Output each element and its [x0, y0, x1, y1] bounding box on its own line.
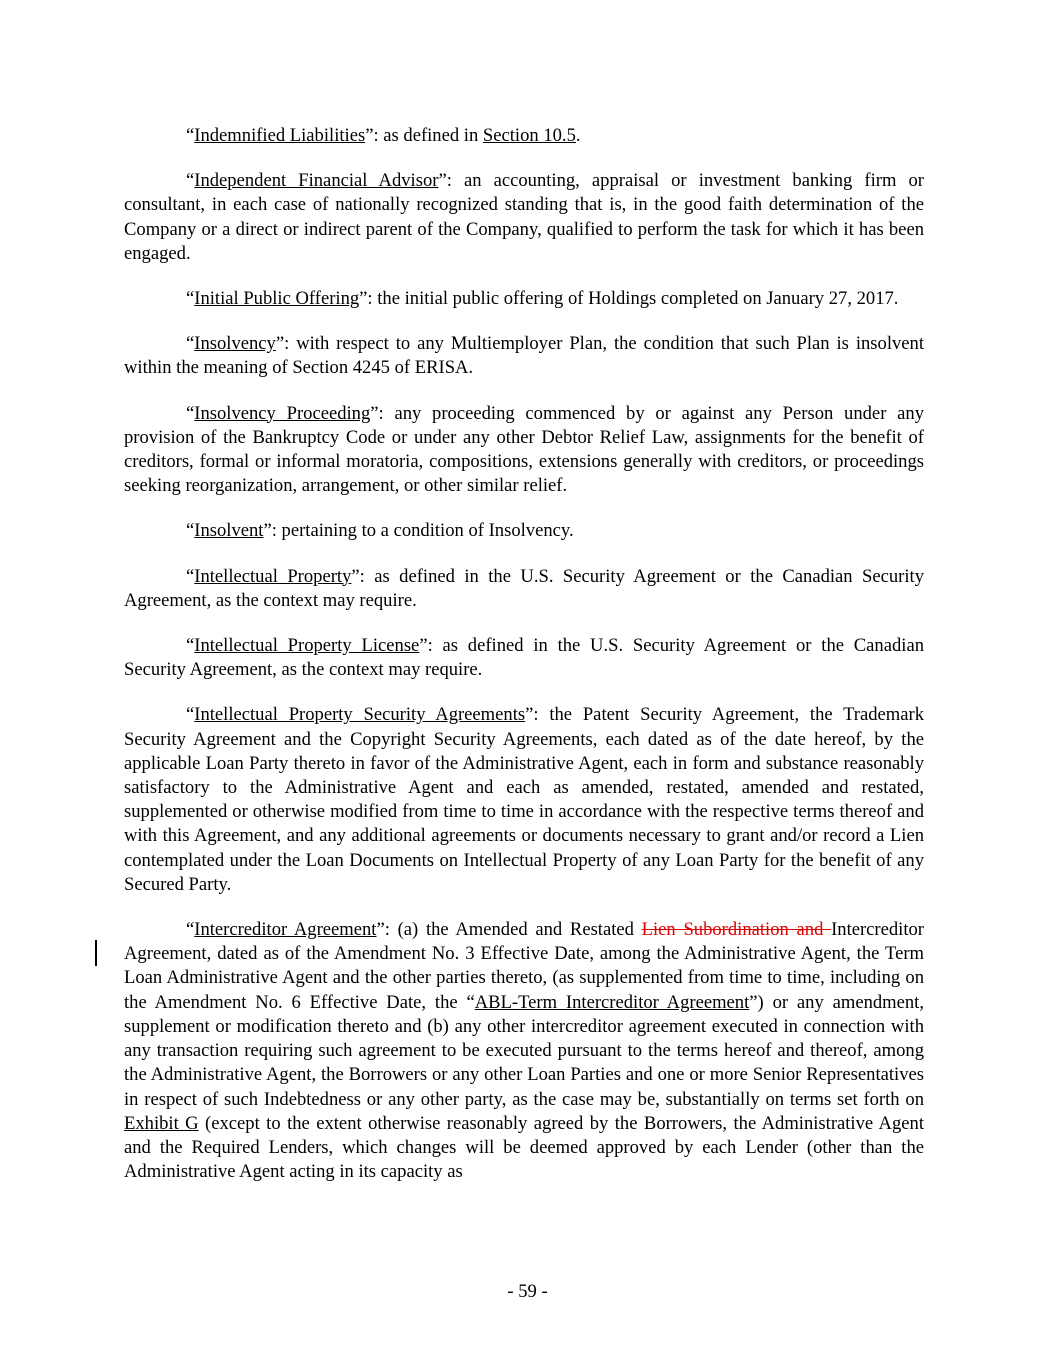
definition-text: as defined in the U.S. Security Agreement or the Canadian Security Agreement, as the context may require. — [124, 565, 925, 611]
deleted-text: Lien Subordination and — [641, 919, 832, 941]
definition-text: with respect to any Multiemployer Plan, the condition that such Plan is insolvent within the meaning of Section 4245 of ERISA. — [124, 333, 924, 379]
close-quote: ”: — [438, 170, 452, 192]
definition-intellectual-property-license — [124, 634, 924, 682]
definition-insolvency-proceeding — [124, 402, 924, 499]
defined-term: Intellectual Property License — [194, 635, 420, 657]
definition-text: pertaining to a condition of Insolvency. — [276, 520, 574, 542]
close-quote: ”: — [525, 704, 539, 726]
definition-text: the initial public offering of Holdings completed on January 27, 2017. — [372, 288, 899, 310]
defined-term: Insolvent — [194, 520, 264, 542]
open-quote: “ — [186, 704, 195, 726]
close-quote: ”: — [365, 125, 379, 146]
nested-defined-term: ABL-Term Intercreditor Agreement — [474, 991, 750, 1013]
definition-independent-financial-advisor — [124, 169, 924, 266]
open-quote: “ — [186, 635, 195, 657]
definition-text: (except to the extent otherwise reasonably agreed by the Borrowers, the Administrative Agent and the Required Lenders, which changes will be deemed approved by each Lender (other than the Administrative Agent acting in its capacity as — [124, 1112, 924, 1183]
definition-text: Intercreditor Agreement, dated as of the Amendment No. 3 Effective Date, among the Administrative Agent, the Term Loan Administrative Agent and the other parties thereto, (as supplemented from time to time, including on the Amendment No. 6 Effective Date, the “ — [124, 919, 924, 1013]
close-quote: ”: — [376, 919, 390, 941]
definition-text: the Patent Security Agreement, the Trademark Security Agreement and the Copyright Security Agreements, each dated as of the date hereof, by the applicable Loan Party thereto in favor of the Administrative Agent, each in form and substance reasonably satisfactory to the Administrative Agent and each as amended, restated, amended and restated, supplemented or otherwise modified from time to time in accordance with the respective terms thereof and with this Agreement, and any additional agreements or documents necessary to grant and/or record a Lien contemplated under the Loan Documents on Intellectual Property of any Loan Party for the benefit of any Secured Party. — [124, 704, 924, 895]
open-quote: “ — [186, 565, 195, 587]
close-quote: ”: — [370, 402, 384, 424]
open-quote: “ — [186, 919, 195, 941]
defined-term: Indemnified Liabilities — [194, 125, 366, 146]
defined-term: Intellectual Property Security Agreements — [194, 704, 526, 726]
open-quote: “ — [186, 125, 195, 146]
definition-intellectual-property — [124, 565, 924, 613]
defined-term: Intercreditor Agreement — [194, 919, 377, 941]
definition-initial-public-offering — [124, 287, 924, 311]
open-quote: “ — [186, 520, 195, 542]
definition-insolvent — [124, 519, 924, 543]
exhibit-reference: Exhibit G — [124, 1112, 199, 1134]
definition-text: ”) or any amendment, supplement or modification thereto and (b) any other intercreditor agreement executed in connection with any transaction requiring such agreement to be executed pursuant to the terms hereof and thereof, among the Administrative Agent, the Borrowers or any other Loan Parties and one or more Senior Representatives in respect of such Indebtedness or any other party, as the case may be, substantially on terms set forth on — [124, 991, 924, 1110]
defined-term: Initial Public Offering — [194, 288, 360, 310]
revision-change-bar — [95, 940, 97, 966]
definition-text-end: . — [575, 125, 581, 146]
defined-term: Intellectual Property — [194, 565, 352, 587]
close-quote: ”: — [275, 333, 290, 355]
close-quote: ”: — [263, 520, 277, 542]
close-quote: ”: — [419, 635, 433, 657]
defined-term: Insolvency Proceeding — [194, 402, 371, 424]
page-number: - 59 - — [507, 1281, 548, 1302]
close-quote: ”: — [351, 565, 365, 587]
open-quote: “ — [186, 288, 195, 310]
defined-term: Independent Financial Advisor — [194, 170, 439, 192]
definition-text: as defined in — [378, 125, 483, 146]
close-quote: ”: — [359, 288, 373, 310]
open-quote: “ — [186, 402, 195, 424]
definition-insolvency — [124, 332, 924, 380]
defined-term: Insolvency — [194, 333, 276, 355]
section-reference: Section 10.5 — [482, 125, 576, 146]
definition-text: (a) the Amended and Restated — [389, 919, 642, 941]
definition-text: an accounting, appraisal or investment banking firm or consultant, in each case of nationally recognized standing that is, in the good faith determination of the Company or a direct or indirect parent of the Company, qualified to perform the task for which it has been engaged. — [124, 170, 924, 264]
open-quote: “ — [186, 170, 195, 192]
definition-indemnified-liabilities — [124, 124, 924, 148]
definition-text: any proceeding commenced by or against any Person under any provision of the Bankruptcy Code or under any other Debtor Relief Law, assignments for the benefit of creditors, formal or informal moratoria, compositions, extensions generally with creditors, or proceedings seeking reorganization, arrangement, or other similar relief. — [124, 402, 924, 497]
open-quote: “ — [186, 333, 195, 355]
definition-intellectual-property-security-agreements — [124, 703, 924, 897]
definition-text: as defined in the U.S. Security Agreement or the Canadian Security Agreement, as the context may require. — [124, 635, 924, 681]
definitions-section — [124, 124, 924, 1205]
definition-intercreditor-agreement — [124, 918, 924, 1184]
